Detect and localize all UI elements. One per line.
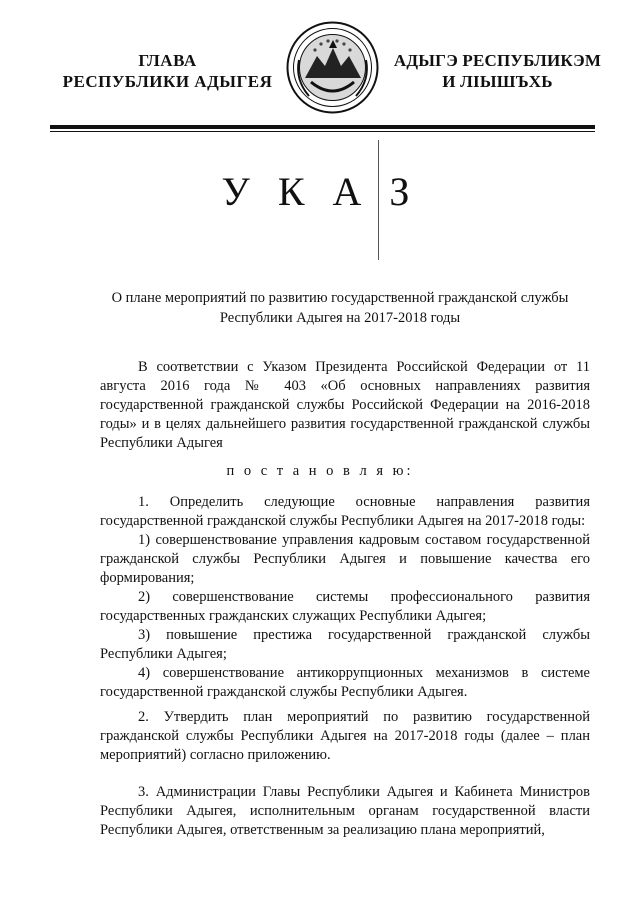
item-1-sub-4: 4) совершенствование антикоррупционных механизмов в системе государственной гражданской службы Республики Адыгея. [100,665,590,700]
header-left-line1: ГЛАВА [138,51,197,70]
header-left [55,50,280,92]
preamble-paragraph: В соответствии с Указом Президента Российской Федерации от 11 августа 2016 года № 403 «Об основных направлениях развития государственной гражданской службы Российской Федерации на 2016-2018 годы» и в целях дальнейшего развития государственной гражданской службы Республики Адыгея [100,359,590,451]
item-1-block [100,493,590,702]
item-1-sub-2: 2) совершенствование системы профессионального развития государственных гражданских служащих Республики Адыгея; [100,589,590,624]
preamble-block [100,358,590,453]
item-3-block [100,783,590,840]
item-2-block [100,708,590,765]
header-right-line1: АДЫГЭ РЕСПУБЛИКЭМ [393,51,602,70]
header-rule-thick [50,125,595,129]
subject-line2: Республики Адыгея на 2017-2018 годы [219,310,461,326]
item-3-paragraph: 3. Администрации Главы Республики Адыгея и Кабинета Министров Республики Адыгея, исполнительным органам государственной власти Республики Адыгея, ответственным за реализацию плана мероприятий, [100,784,590,838]
item-1-paragraph: 1. Определить следующие основные направления развития государственной гражданской службы Республики Адыгея на 2017-2018 годы: [100,494,590,529]
decree-word: п о с т а н о в л я ю: [226,463,414,479]
header-left-line2: РЕСПУБЛИКИ АДЫГЕЯ [62,72,273,91]
item-2-paragraph: 2. Утвердить план мероприятий по развитию государственной гражданской службы Республики Адыгея на 2017-2018 годы (далее – план мероприятий) согласно приложению. [100,709,590,763]
item-1-sub-1: 1) совершенствование управления кадровым составом государственной гражданской службы Республики Адыгея и повышение качества его формирования; [100,532,590,586]
document-title: У К А З [221,169,419,214]
coat-of-arms-icon [285,20,380,115]
header-right [385,50,610,92]
subject-line1: О плане мероприятий по развитию государственной гражданской службы [111,290,569,306]
header-rule-thin [50,131,595,132]
header-right-line2: И ЛІЫШЪХЬ [442,72,553,91]
item-1-sub-3: 3) повышение престижа государственной гражданской службы Республики Адыгея; [100,627,590,662]
document-subject [90,288,590,328]
